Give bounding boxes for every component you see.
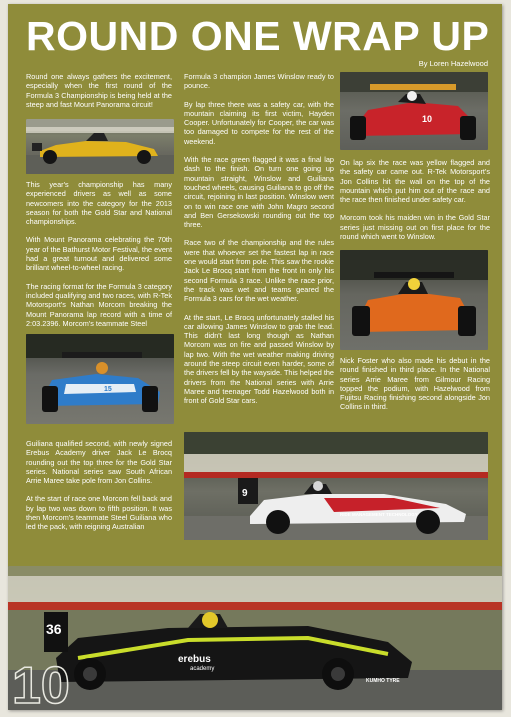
white-red-car-photo [184, 432, 488, 540]
tyre-label: KUMHO TYRE [366, 678, 400, 684]
car-number: 36 [46, 621, 62, 637]
paragraph: Morcom took his maiden win in the Gold Star series just missing out on first place for the round which went to Winslow. [340, 213, 490, 242]
column-3-lower [340, 356, 490, 421]
paragraph: Nick Foster who also made his debut in the round finished in third place. In the National series Arrie Maree from Gilmour Racing topped the podium, with Hazelwood from Fujitsu Racing finishing second alongside Jon Collins in third. [340, 356, 490, 412]
paragraph: With the race green flagged it was a final lap dash to the finish. On turn one going up mountain straight, Winslow and Guiliana touched wheels, causing Guiliana to go off the circuit, rejoining in last position. Winslow went on to win race one with John Magro second and Ben Gersekowski rounding out the top three. [184, 155, 334, 230]
paragraph: Guiliana qualified second, with newly signed Erebus Academy driver Jack Le Brocq rounding out the top three for the Gold Star series. National series saw South African Arrie Maree take pole from Jon Collins. [26, 439, 172, 486]
column-1-lower [26, 439, 172, 541]
paragraph: By lap three there was a safety car, with the mountain claiming its first victim, Hayden Cooper. Unfortunately for Cooper, the car was too damaged to compete for the rest of the weekend. [184, 99, 334, 146]
article-title: ROUND ONE WRAP UP [26, 13, 490, 59]
yellow-car-photo [26, 119, 174, 174]
sponsor-label: erebus [178, 654, 211, 665]
magazine-page [8, 4, 502, 710]
black-car-photo [8, 566, 502, 710]
blue-car-photo [26, 334, 174, 424]
car-number: 9 [242, 488, 248, 499]
paragraph: At the start of race one Morcom fell back and by lap two was down to fifth position. It was then Morcom's teammate Steel Guiliana who led the pack, with reigning Australian [26, 494, 172, 532]
column-1 [26, 72, 172, 118]
red-car-photo [340, 72, 488, 150]
sponsor-sub-label: academy [190, 666, 215, 672]
orange-car-photo [340, 250, 488, 350]
column-1-cont [26, 180, 172, 337]
paragraph: At the start, Le Brocq unfortunately stalled his car allowing James Winslow to grab the lead. This didn't last long though as Nathan Morcom was on fire and passed Winslow by lap two. With the wet weather making driving around the steep circuit even harder, some of the drivers fell by the wayside. This helped the drivers from the National series with Arrie Maree and teenager Todd Hazelwood both in front of Gold Star cars. [184, 312, 334, 406]
page-number: 10 [12, 657, 70, 710]
paragraph: With Mount Panorama celebrating the 70th year of the Bathurst Motor Festival, the event had a great turnout and delivered some brilliant wheel-to-wheel racing. [26, 235, 172, 273]
paragraph: This year's championship has many experienced drivers as well as some newcomers into the category for the 2013 season for both the Gold Star and National championships. [26, 180, 172, 227]
svg-text:15: 15 [104, 386, 112, 393]
svg-text:10: 10 [422, 114, 433, 124]
paragraph: Race two of the championship and the rules were that whoever set the fastest lap in race one would start from pole. This saw the rookie Jack Le Brocq start from the front in only his second Formula 3 race. Unlike the race prior, the track was wet and teams geared the Formula 3 cars for the wet weather. [184, 238, 334, 304]
column-3 [340, 158, 490, 250]
paragraph: On lap six the race was yellow flagged and the safety car came out. R-Tek Motorsport's Jon Collins hit the wall on the top of the mountain which put him out of the race and the race then finished under safety car. [340, 158, 490, 205]
paragraph: The racing format for the Formula 3 category included qualifying and two races, with R-Tek Motorsport's Nathan Morcom breaking the Mount Panorama lap record with a time of 2:03.2396. Morcom's teammate Steel [26, 281, 172, 328]
paragraph: Formula 3 champion James Winslow ready to pounce. [184, 72, 334, 91]
column-2 [184, 72, 334, 415]
article-byline: By Loren Hazelwood [418, 59, 488, 68]
paragraph: Round one always gathers the excitement, especially when the first round of the Formula 3 Championship is being held at the steep and fast Mount Panorama circuit! [26, 72, 172, 109]
sponsor-label: RIDE MANAGEMENT TECHNOLOGY [340, 512, 418, 517]
